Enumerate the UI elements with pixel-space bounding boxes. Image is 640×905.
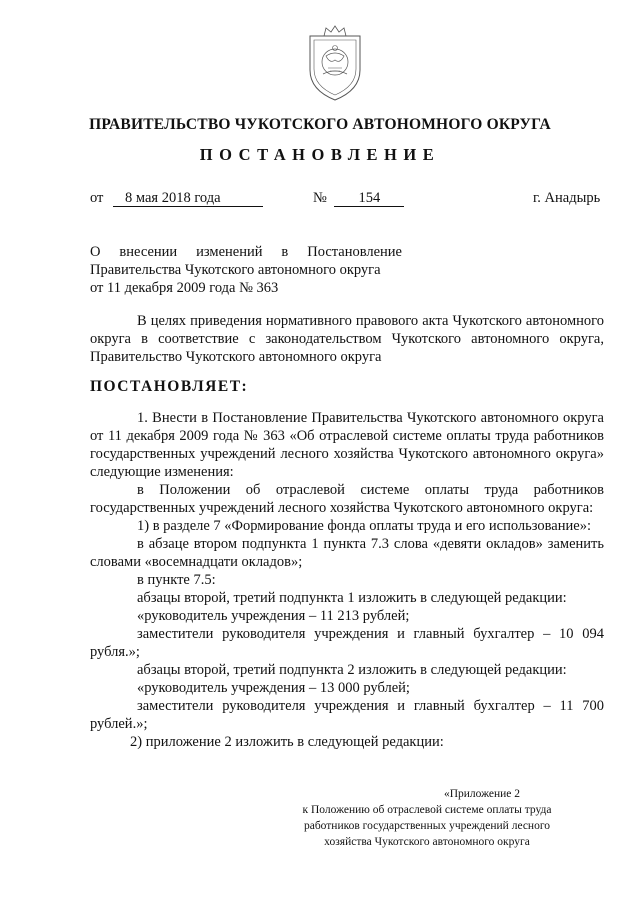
subject-line-3: от 11 декабря 2009 года № 363 — [90, 280, 279, 296]
document-place: г. Анадырь — [533, 190, 601, 206]
appendix-line-1: «Приложение 2 — [443, 788, 521, 800]
body-paragraph-5: в пункте 7.5: — [137, 572, 216, 588]
body-paragraph-2: в Положении об отраслевой системе оплаты труда работников государственных учреждений лесного хозяйства Чукотского автономного округа: — [90, 482, 604, 516]
body-paragraph-7: «руководитель учреждения – 11 213 рублей; — [137, 608, 410, 624]
body-paragraph-12: 2) приложение 2 изложить в следующей редакции: — [130, 734, 444, 750]
coat-of-arms-icon — [306, 24, 364, 102]
body-paragraph-11: заместители руководителя учреждения и главный бухгалтер – 11 700 рублей.»; — [90, 698, 604, 732]
body-paragraph-3: 1) в разделе 7 «Формирование фонда оплаты труда и его использование»: — [137, 518, 591, 534]
preamble-paragraph: В целях приведения нормативного правового акта Чукотского автономного округа в соответствие с законодательством Чукотского автономного округа, Правительство Чукотского автономного округа — [90, 313, 604, 365]
number-value: 154 — [334, 191, 404, 207]
body-paragraph-8: заместители руководителя учреждения и главный бухгалтер – 10 094 рубля.»; — [90, 626, 604, 660]
body-paragraph-4: в абзаце втором подпункта 1 пункта 7.3 слова «девяти окладов» заменить словами «восемнадцати окладов»; — [90, 536, 604, 570]
appendix-header — [262, 786, 592, 850]
document-subject — [90, 243, 402, 297]
body-paragraph-1: 1. Внести в Постановление Правительства Чукотского автономного округа от 11 декабря 2009 года № 363 «Об отраслевой системе оплаты труда работников государственных учреждений лесного хозяйства Чукотского автономного округа» следующие изменения: — [90, 410, 604, 480]
number-prefix: № — [313, 190, 327, 206]
body-paragraph-10: «руководитель учреждения – 13 000 рублей; — [137, 680, 410, 696]
document-date — [90, 190, 263, 207]
body-paragraph-6: абзацы второй, третий подпункта 1 изложить в следующей редакции: — [137, 590, 567, 606]
appendix-line-2: к Положению об отраслевой системе оплаты труда — [302, 804, 552, 816]
date-prefix: от — [90, 190, 104, 206]
document-type: ПОСТАНОВЛЕНИЕ — [199, 145, 441, 164]
resolves-heading: ПОСТАНОВЛЯЕТ: — [90, 378, 249, 395]
appendix-line-3: работников государственных учреждений лесного — [303, 820, 551, 832]
document-number — [313, 190, 404, 207]
date-value: 8 мая 2018 года — [113, 191, 263, 207]
document-body — [90, 409, 604, 751]
appendix-line-4: хозяйства Чукотского автономного округа — [324, 836, 530, 848]
body-paragraph-9: абзацы второй, третий подпункта 2 изложить в следующей редакции: — [137, 662, 567, 678]
subject-line-1: О внесении изменений в Постановление — [90, 244, 402, 260]
subject-line-2: Правительства Чукотского автономного округа — [90, 262, 381, 278]
organization-title: ПРАВИТЕЛЬСТВО ЧУКОТСКОГО АВТОНОМНОГО ОКРУГА — [89, 116, 551, 133]
